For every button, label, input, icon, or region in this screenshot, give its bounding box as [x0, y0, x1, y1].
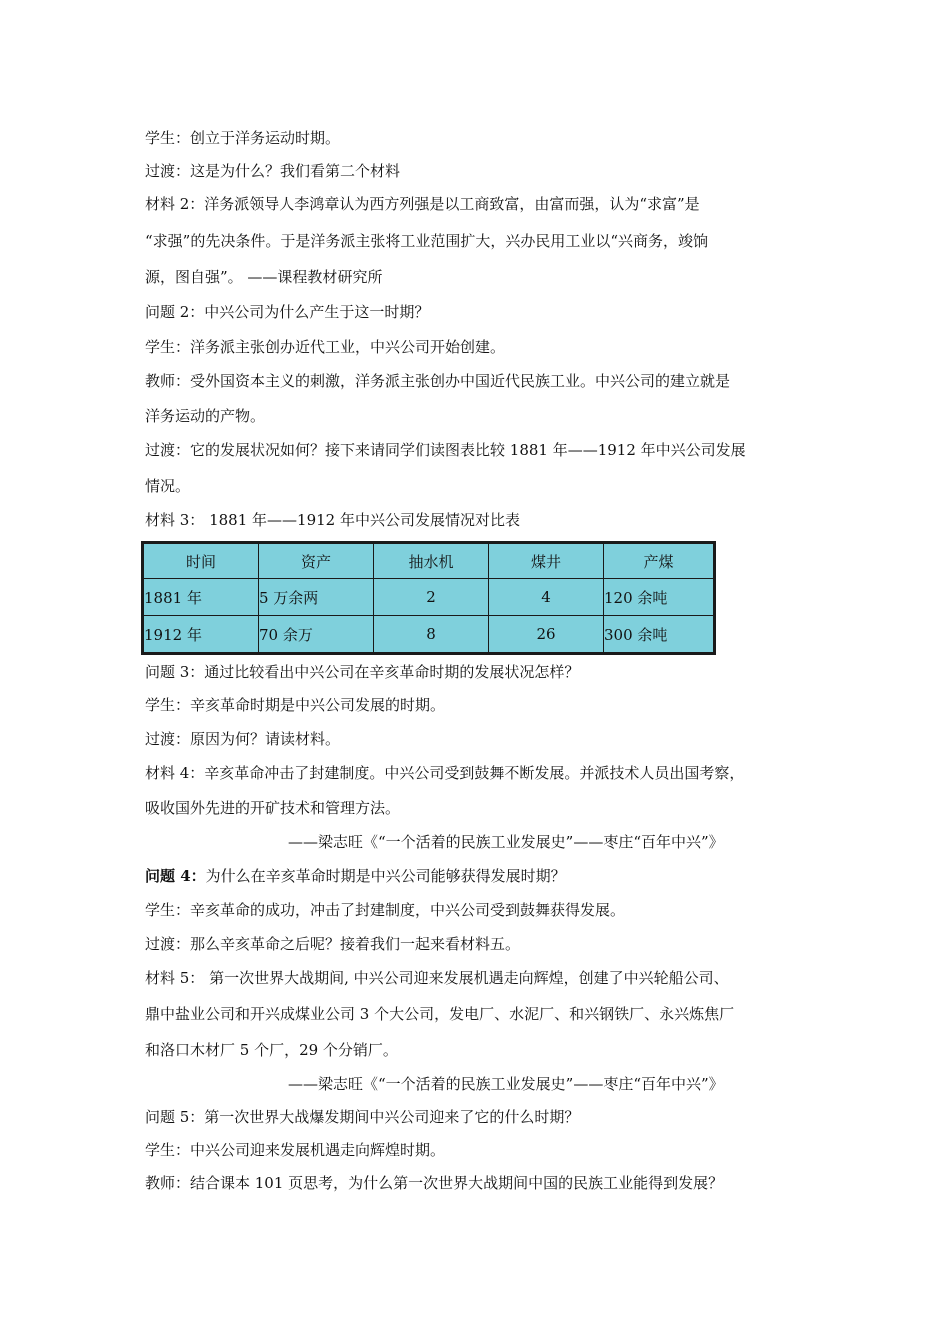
text-line: 过渡：原因为何？请读材料。: [145, 730, 341, 748]
text-line: 材料 2：洋务派领导人李鸿章认为西方列强是以工商致富，由富而强，认为“求富”是: [145, 195, 700, 213]
text-line: 和洛口木材厂 5 个厂，29 个分销厂。: [145, 1041, 398, 1059]
question-text: 为什么在辛亥革命时期是中兴公司能够获得发展时期？: [205, 867, 566, 885]
table-cell: 5 万余两: [259, 579, 374, 616]
text-line: 过渡：那么辛亥革命之后呢？接着我们一起来看材料五。: [145, 935, 521, 953]
citation: ——梁志旺《“一个活着的民族工业发展史”——枣庄“百年中兴”》: [288, 1075, 724, 1093]
text-line: 问题 5：第一次世界大战爆发期间中兴公司迎来了它的什么时期？: [145, 1108, 580, 1126]
text-line: 材料 5： 第一次世界大战期间, 中兴公司迎来发展机遇走向辉煌，创建了中兴轮船公司、: [145, 969, 729, 987]
text-line: 洋务运动的产物。: [145, 407, 266, 425]
table-cell: 1912 年: [143, 616, 259, 654]
text-line: “求强”的先决条件。于是洋务派主张将工业范围扩大，兴办民用工业以“兴商务，竣饷: [145, 232, 709, 250]
table-cell: 1881 年: [143, 579, 259, 616]
comparison-table: [141, 541, 716, 655]
table-header-row: [143, 543, 715, 579]
table-cell: 2: [374, 579, 489, 616]
text-line: 问题 2：中兴公司为什么产生于这一时期？: [145, 303, 430, 321]
question-line: [145, 866, 566, 886]
text-line: 过渡：这是为什么？我们看第二个材料: [145, 162, 401, 180]
text-line: 源，图自强”。 ——课程教材研究所: [145, 268, 383, 286]
text-line: 教师：结合课本 101 页思考，为什么第一次世界大战期间中国的民族工业能得到发展？: [145, 1174, 724, 1192]
table-cell: 70 余万: [259, 616, 374, 654]
table-header-cell: 时间: [143, 543, 259, 579]
text-line: 学生：辛亥革命的成功，冲击了封建制度，中兴公司受到鼓舞获得发展。: [145, 901, 626, 919]
citation: ——梁志旺《“一个活着的民族工业发展史”——枣庄“百年中兴”》: [288, 833, 724, 851]
table-caption: 材料 3： 1881 年——1912 年中兴公司发展情况对比表: [145, 511, 520, 529]
text-line: 情况。: [145, 477, 191, 495]
table-cell: 8: [374, 616, 489, 654]
text-line: 教师：受外国资本主义的刺激，洋务派主张创办中国近代民族工业。中兴公司的建立就是: [145, 372, 731, 390]
table-header-cell: 资产: [259, 543, 374, 579]
table-cell: 300 余吨: [604, 616, 715, 654]
table-header-cell: 产煤: [604, 543, 715, 579]
text-line: 材料 4：辛亥革命冲击了封建制度。中兴公司受到鼓舞不断发展。并派技术人员出国考察，: [145, 764, 745, 782]
text-line: 吸收国外先进的开矿技术和管理方法。: [145, 799, 401, 817]
table-cell: 120 余吨: [604, 579, 715, 616]
table-row: [143, 579, 715, 616]
table-header-cell: 抽水机: [374, 543, 489, 579]
table-row: [143, 616, 715, 654]
text-line: 学生：中兴公司迎来发展机遇走向辉煌时期。: [145, 1141, 446, 1159]
table-cell: 26: [489, 616, 604, 654]
table-cell: 4: [489, 579, 604, 616]
text-line: 问题 3：通过比较看出中兴公司在辛亥革命时期的发展状况怎样？: [145, 663, 580, 681]
text-line: 学生：洋务派主张创办近代工业，中兴公司开始创建。: [145, 338, 506, 356]
text-line: 学生：创立于洋务运动时期。: [145, 129, 341, 147]
table-header-cell: 煤井: [489, 543, 604, 579]
question-label: 问题 4：: [145, 867, 206, 885]
text-line: 鼎中盐业公司和开兴成煤业公司 3 个大公司，发电厂、水泥厂、和兴钢铁厂、永兴炼焦厂: [145, 1005, 735, 1023]
text-line: 学生：辛亥革命时期是中兴公司发展的时期。: [145, 696, 446, 714]
text-line: 过渡：它的发展状况如何？接下来请同学们读图表比较 1881 年——1912 年中兴公司发展: [145, 441, 746, 459]
